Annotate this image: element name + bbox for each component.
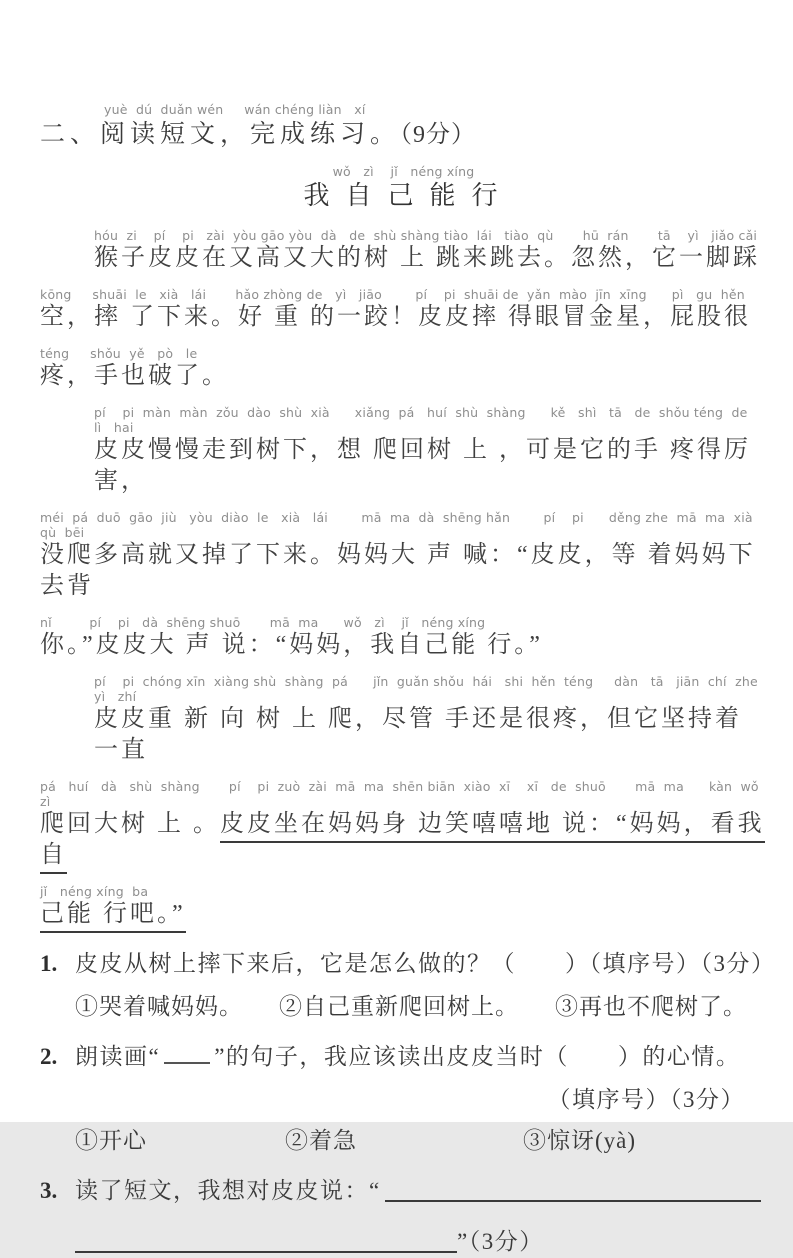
- question-3: [40, 1174, 767, 1207]
- text-segment: 猴子皮皮在又高又大的树 上 跳来跳去。忽然，它一脚踩: [94, 245, 760, 271]
- q2-option-3: ③惊讶(yà): [523, 1128, 637, 1153]
- text-segment: 没爬多高就又掉了下来。妈妈大 声 喊：“皮皮，等 着妈妈下去背: [40, 542, 756, 599]
- question-3-line-2: [75, 1225, 767, 1258]
- passage-title-text: 我自己能行: [303, 181, 514, 210]
- question-2-text: [75, 1040, 740, 1073]
- text-segment: 皮皮重 新 向 树 上 爬，尽管 手还是很疼，但它坚持着一直: [94, 706, 742, 763]
- text-row: [40, 361, 767, 392]
- q1-option-1: ①哭着喊妈妈。: [75, 994, 243, 1019]
- q1-option-2: ②自己重新爬回树上。: [279, 994, 519, 1019]
- text-segment: 爬回大树 上 。: [40, 811, 220, 837]
- passage-line-6: [40, 615, 767, 661]
- passage-line-7: [40, 674, 771, 766]
- text-row: [40, 899, 767, 930]
- question-1-number: 1.: [40, 951, 58, 976]
- passage-line-8: [40, 779, 772, 871]
- passage-line-9: [40, 884, 767, 930]
- pinyin-row: pí pi màn màn zǒu dào shù xià xiǎng pá huí shù shàng kě shì tā de shǒu téng de lì hai: [94, 405, 765, 435]
- text-row: [94, 435, 767, 497]
- text-segment: 你。”皮皮大 声 说：“妈妈，我自己能 行。”: [40, 632, 543, 658]
- section-header-label: 二、阅读短文，完成练习。: [40, 119, 401, 148]
- answer-blank[interactable]: [164, 1042, 210, 1064]
- q2-option-2: ②着急: [285, 1128, 357, 1153]
- passage-title: [40, 164, 767, 212]
- passage-line-2: [40, 287, 767, 333]
- underlined-text-segment: 己能 行吧。”: [40, 901, 186, 933]
- passage-line-4: [40, 405, 767, 497]
- section-header: [40, 102, 767, 152]
- pinyin-row: téng shǒu yě pò le: [40, 346, 198, 361]
- passage-title-pinyin: wǒ zì jǐ néng xíng: [332, 164, 475, 179]
- question-3-text: 读了短文，我想对皮皮说：“: [75, 1178, 381, 1203]
- answer-line-2[interactable]: [75, 1250, 457, 1253]
- question-1-text: 皮皮从树上摔下来后，它是怎么做的？（ ）（填序号）（3分）: [75, 951, 776, 976]
- pinyin-row: jǐ néng xíng ba: [40, 884, 149, 899]
- text-row: [40, 809, 767, 871]
- q1-option-3: ③再也不爬树了。: [555, 994, 747, 1019]
- question-2-text-post: ”的句子，我应该读出皮皮当时（ ）的心情。: [214, 1044, 741, 1069]
- pinyin-row: pá huí dà shù shàng pí pi zuò zài mā ma shēn biān xiào xī xī de shuō mā ma kàn wǒ zì: [40, 779, 772, 809]
- text-row: [40, 630, 767, 661]
- passage-line-5: [40, 510, 767, 602]
- pinyin-row: nǐ pí pi dà shēng shuō mā ma wǒ zì jǐ néng xíng: [40, 615, 486, 630]
- text-row: [40, 302, 767, 333]
- question-2-options: [75, 1124, 767, 1157]
- pinyin-row: kōng shuāi le xià lái hǎo zhòng de yì jiāo pí pi shuāi de yǎn mào jīn xīng pì gu hěn: [40, 287, 745, 302]
- section-score: （9分）: [400, 122, 477, 148]
- section-header-text: [40, 117, 767, 152]
- section-header-pinyin: yuè dú duǎn wén wán chéng liàn xí: [104, 102, 366, 117]
- question-2: [40, 1040, 767, 1073]
- passage-line-1: [40, 228, 767, 274]
- pinyin-row: méi pá duō gāo jiù yòu diào le xià lái mā ma dà shēng hǎn pí pi děng zhe mā ma xià qù bēi: [40, 510, 766, 540]
- text-segment: 空，摔 了下来。好 重 的一跤！皮皮摔 得眼冒金星，屁股很: [40, 304, 751, 330]
- score-note: （填序号）（3分）: [547, 1087, 745, 1112]
- text-segment: 疼，手也破了。: [40, 363, 229, 389]
- question-1-options: [75, 990, 747, 1023]
- question-2-text-pre: 朗读画“: [75, 1044, 161, 1069]
- text-row: [94, 243, 767, 274]
- passage-line-3: [40, 346, 767, 392]
- question-2-number: 2.: [40, 1044, 58, 1069]
- pinyin-row: hóu zi pí pi zài yòu gāo yòu dà de shù shàng tiào lái tiào qù hū rán tā yì jiǎo cǎi: [94, 228, 758, 243]
- text-row: [94, 704, 767, 766]
- underlined-text-segment: 皮皮坐在妈妈身 边笑嘻嘻地 说：“妈妈，看我自: [40, 811, 765, 874]
- question-1: [40, 947, 776, 980]
- text-row: [40, 540, 767, 602]
- question-3-tail: ”（3分）: [457, 1229, 544, 1254]
- q2-option-1: ①开心: [75, 1128, 147, 1153]
- passage-body: [40, 228, 772, 930]
- text-segment: 皮皮慢慢走到树下，想 爬回树 上 ，可是它的手 疼得厉害，: [94, 437, 751, 494]
- answer-line-1[interactable]: [385, 1199, 761, 1202]
- pinyin-row: pí pi chóng xīn xiàng shù shàng pá jǐn guǎn shǒu hái shi hěn téng dàn tā jiān chí zhe yì zhí: [94, 674, 771, 704]
- question-3-number: 3.: [40, 1178, 58, 1203]
